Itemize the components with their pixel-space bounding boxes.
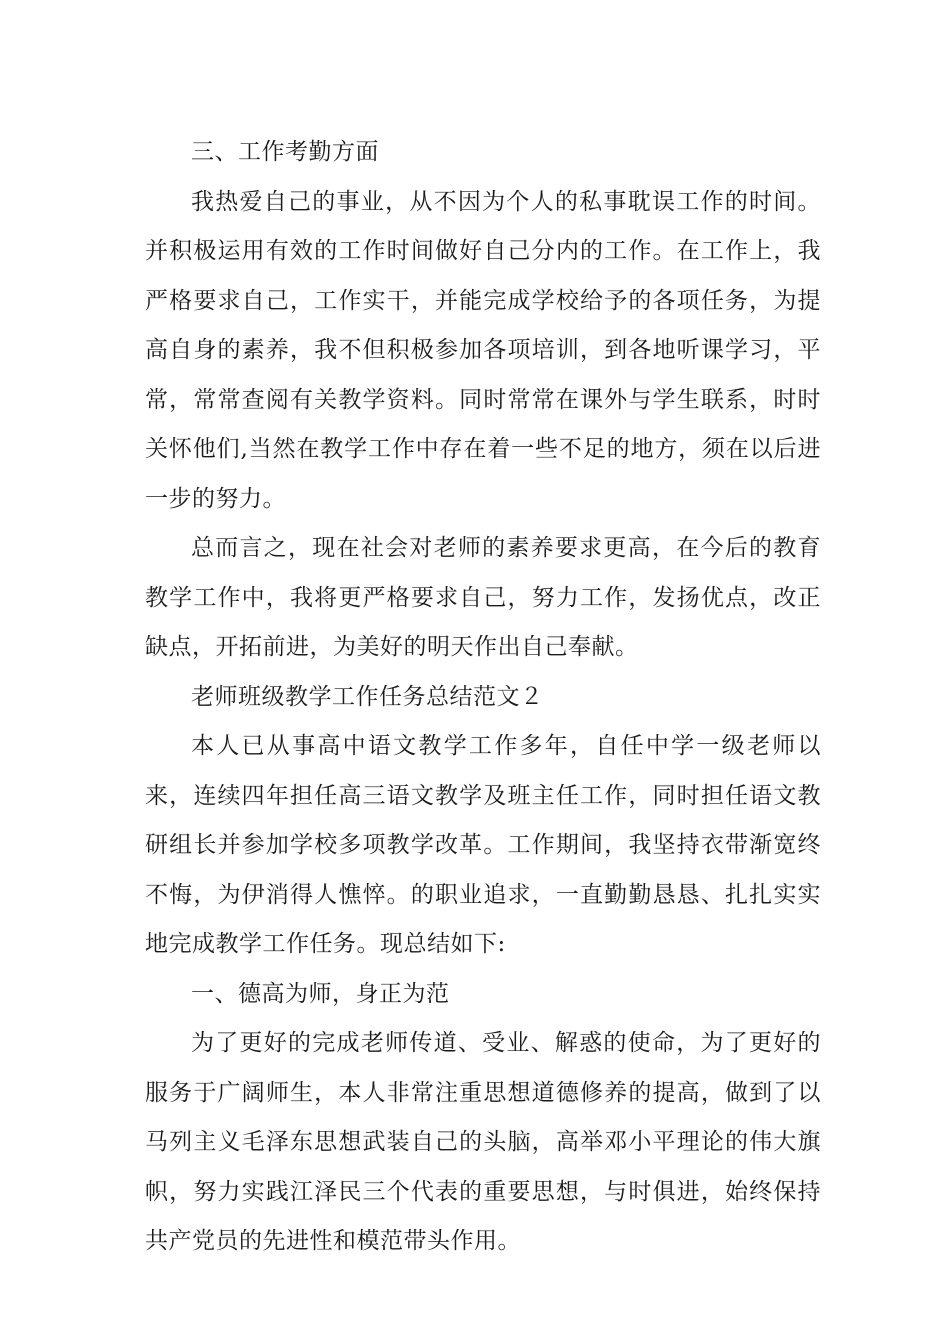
paragraph-intro: 本人已从事高中语文教学工作多年，自任中学一级老师以来，连续四年担任高三语文教学及班主任工作，同时担任语文教研组长并参加学校多项教学改革。工作期间，我坚持衣带渐宽终不悔，为伊消得人憔悴。的职业追求，一直勤勤恳恳、扎扎实实地完成教学工作任务。现总结如下: [145,733,821,957]
paragraph-conclusion: 总而言之，现在社会对老师的素养要求更高，在今后的教育教学工作中，我将更严格要求自己，努力工作，发扬优点，改正缺点，开拓前进，为美好的明天作出自己奉献。 [145,535,821,660]
paragraph-attendance: 我热爱自己的事业，从不因为个人的私事耽误工作的时间。并积极运用有效的工作时间做好自己分内的工作。在工作上，我严格要求自己，工作实干，并能完成学校给予的各项任务，为提高自身的素养，我不但积极参加各项培训，到各地听课学习，平常，常常查阅有关教学资料。同时常常在课外与学生联系，时时关怀他们,当然在教学工作中存在着一些不足的地方，须在以后进一步的努力。 [145,188,821,512]
section-heading-attendance: 三、工作考勤方面 [191,139,379,165]
document-body [145,128,821,1267]
paragraph-ethics: 为了更好的完成老师传道、受业、解惑的使命，为了更好的服务于广阔师生，本人非常注重思想道德修养的提高，做到了以马列主义毛泽东思想武装自己的头脑，高举邓小平理论的伟大旗帜，努力实践江泽民三个代表的重要思想，与时俱进，始终保持共产党员的先进性和模范带头作用。 [145,1030,821,1254]
section-heading-ethics: 一、德高为师，身正为范 [191,980,450,1007]
article-title-2: 老师班级教学工作任务总结范文２ [191,683,544,710]
